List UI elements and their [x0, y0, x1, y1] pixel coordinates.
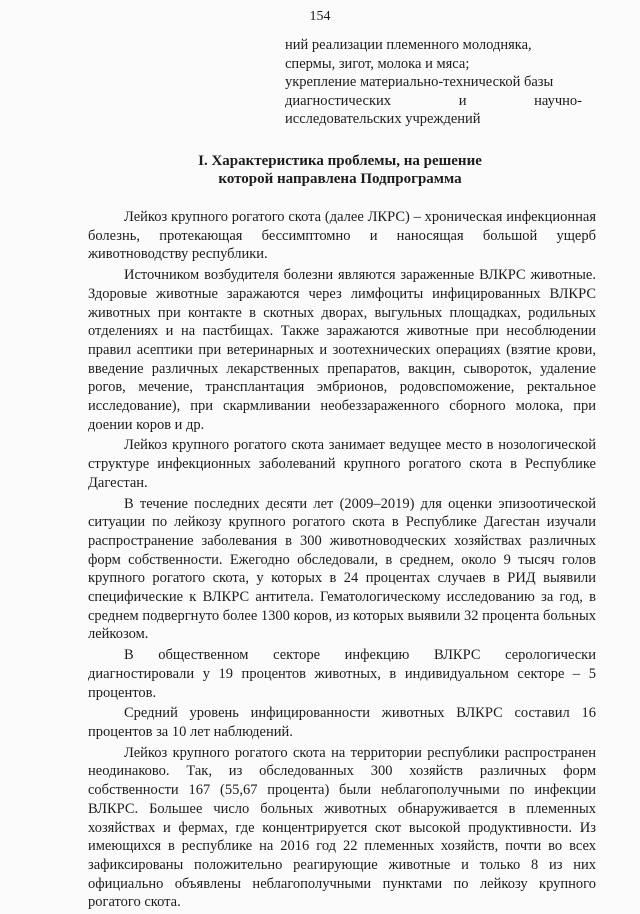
paragraph: Источником возбудителя болезни являются зараженные ВЛКРС животные. Здоровые животные заражаются через лимфоциты инфицированных ВЛКРС животных при контакте в скотных дворах, выгульных площадках, родильных отделениях и на пастбищах. Также заражаются животные при несоблюдении правил асептики при ветеринарных и зоотехнических операциях (взятие крови, введение различных лекарственных препаратов, вакцин, сывороток, удаление рогов, мечение, трансплантация эмбрионов, родовспоможение, ректальное исследование), при скармливании необеззараженного сборного молока, при доении коров и др. [88, 267, 596, 433]
section-heading [150, 152, 530, 188]
intro-line: укрепление материально-технической базы [285, 74, 554, 90]
intro-word: научно- [534, 92, 582, 109]
intro-line: спермы, зигот, молока и мяса; [285, 55, 470, 72]
paragraph: Лейкоз крупного рогатого скота на территории республики распространен неодинаково. Так, из обследованных 300 хозяйств различных форм собственности 167 (55,67 процента) были неблагополучными по инфекции ВЛКРС. Большее число больных животных обнаруживается в племенных хозяйствах и фермах, где концентрируется скот высокой продуктивности. Из имеющихся в республике на 2016 год 22 племенных хозяйств, почти во всех зафиксированы положительно реагирующие животные и только 8 из них официально объявлены неблагополучными пунктами по лейкозу крупного рогатого скота. [88, 744, 596, 911]
intro-line: исследовательских учреждений [285, 111, 481, 127]
intro-fragment [285, 36, 582, 129]
paragraph: В течение последних десяти лет (2009–2019) для оценки эпизоотической ситуации по лейкозу крупного рогатого скота в Республике Дагестан изучали распространение заболевания в 300 животноводческих хозяйствах различных форм собственности. Ежегодно обследовали, в среднем, около 9 тысяч голов крупного рогатого скота, у которых в 24 процентах случаев в РИД выявили специфические к ВЛКРС антитела. Гематологическому исследованию за год, в среднем подвергнуто более 1300 коров, из которых выявили 32 процента больных лейкозом. [88, 495, 596, 643]
intro-line [285, 92, 582, 111]
heading-line: I. Характеристика проблемы, на решение [198, 153, 482, 169]
paragraph: Лейкоз крупного рогатого скота (далее ЛКРС) – хроническая инфекционная болезнь, протекающая бессимптомно и наносящая большой ущерб животноводству республики. [88, 209, 596, 263]
intro-word: диагностических [285, 92, 392, 109]
intro-line: ний реализации племенного молодняка, [285, 37, 532, 53]
heading-line: которой направлена Подпрограмма [218, 171, 462, 187]
intro-word: и [458, 92, 467, 109]
body-text [88, 208, 596, 914]
paragraph: Лейкоз крупного рогатого скота занимает ведущее место в нозологической структуре инфекционных заболеваний крупного рогатого скота в Республике Дагестан. [88, 437, 596, 491]
page-number: 154 [309, 9, 331, 24]
paragraph: В общественном секторе инфекцию ВЛКРС серологически диагностировали у 19 процентов животных, в индивидуальном секторе – 5 процентов. [88, 647, 596, 701]
paragraph: Средний уровень инфицированности животных ВЛКРС составил 16 процентов за 10 лет наблюдений. [88, 705, 596, 740]
